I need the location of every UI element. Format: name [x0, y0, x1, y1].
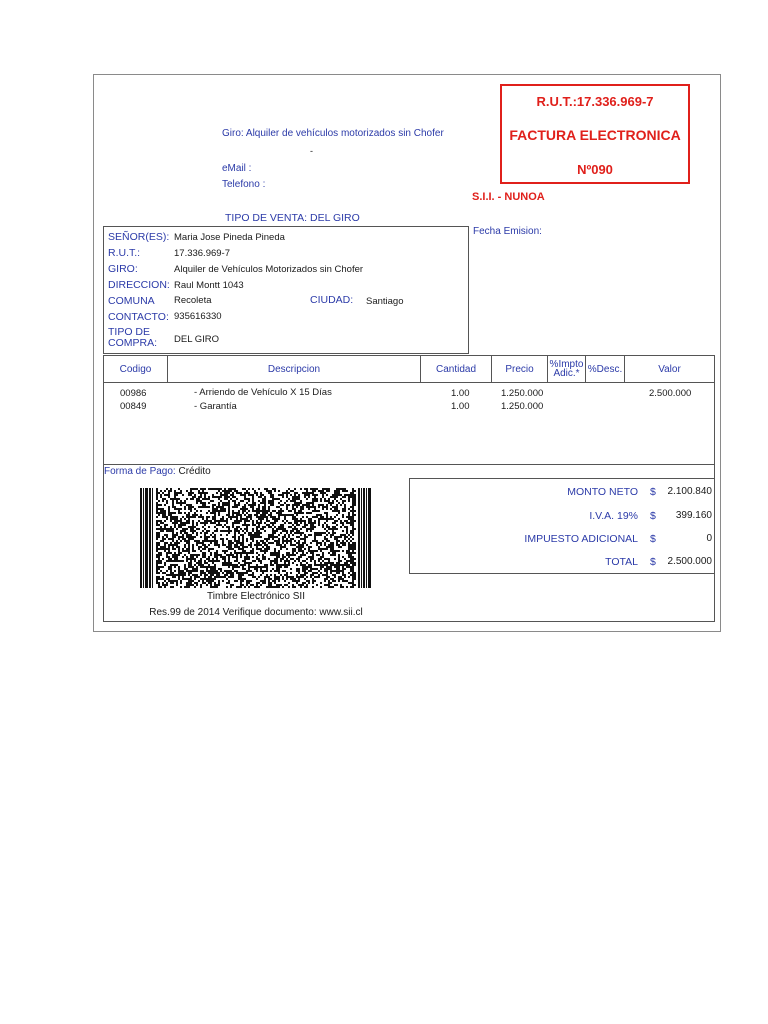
tipo-compra-label-line2: COMPRA:	[108, 337, 158, 349]
monto-neto-currency: $	[650, 486, 656, 498]
telefono-label: Telefono :	[222, 179, 266, 190]
iva-currency: $	[650, 510, 656, 522]
timbre-barcode	[140, 488, 372, 588]
header-divider	[104, 382, 714, 383]
total-value: 2.500.000	[667, 556, 712, 567]
col-descripcion: Descripcion	[168, 356, 421, 382]
document-type: FACTURA ELECTRONICA	[509, 127, 681, 143]
row2-descripcion: - Garantía	[194, 401, 237, 412]
forma-pago-value: Crédito	[178, 466, 211, 477]
items-table	[103, 355, 715, 465]
timbre-resolution: Res.99 de 2014 Verifique documento: www.sii.cl	[149, 607, 363, 618]
giro-value: Alquiler de Vehículos Motorizados sin Chofer	[174, 264, 364, 275]
forma-pago-label: Forma de Pago:	[104, 466, 176, 477]
customer-box	[103, 226, 469, 354]
rut-value: 17.336.969-7	[174, 248, 230, 259]
comuna-label: COMUNA	[108, 295, 155, 307]
impuesto-adicional-currency: $	[650, 533, 656, 545]
row1-valor: 2.500.000	[649, 388, 692, 399]
senor-value: Maria Jose Pineda Pineda	[174, 232, 285, 243]
rut-number: R.U.T.:17.336.969-7	[536, 94, 654, 109]
col-impto-line2: Adic.*	[553, 368, 580, 379]
contacto-value: 935616330	[174, 311, 222, 322]
iva-label: I.V.A. 19%	[589, 510, 638, 522]
tipo-venta: TIPO DE VENTA: DEL GIRO	[225, 212, 360, 224]
ciudad-value: Santiago	[366, 296, 404, 307]
row1-precio: 1.250.000	[501, 388, 544, 399]
tipo-compra-label-line1: TIPO DE	[108, 326, 151, 338]
email-label: eMail :	[222, 163, 252, 174]
fecha-emision-label: Fecha Emision:	[473, 226, 542, 237]
tipo-compra-label	[108, 327, 157, 349]
senor-label: SEÑOR(ES):	[108, 231, 170, 243]
giro-label: GIRO:	[108, 263, 138, 275]
invoice-number: Nº090	[577, 162, 613, 177]
row1-cantidad: 1.00	[451, 388, 470, 399]
col-cantidad: Cantidad	[421, 356, 492, 382]
header-dash: -	[310, 146, 313, 156]
row2-precio: 1.250.000	[501, 401, 544, 412]
total-currency: $	[650, 556, 656, 568]
col-precio: Precio	[492, 356, 548, 382]
row2-cantidad: 1.00	[451, 401, 470, 412]
tipo-compra-value: DEL GIRO	[174, 334, 220, 345]
rut-label: R.U.T.:	[108, 247, 141, 259]
direccion-value: Raul Montt 1043	[174, 280, 244, 291]
col-valor: Valor	[658, 363, 681, 375]
giro-header: Giro: Alquiler de vehículos motorizados sin Chofer	[222, 128, 444, 139]
impuesto-adicional-label: IMPUESTO ADICIONAL	[524, 533, 638, 545]
monto-neto-label: MONTO NETO	[567, 486, 638, 498]
col-codigo: Codigo	[104, 356, 168, 382]
comuna-value: Recoleta	[174, 295, 212, 306]
iva-value: 399.160	[675, 510, 712, 521]
col-desc: %Desc.	[586, 356, 625, 382]
direccion-label: DIRECCION:	[108, 279, 170, 291]
forma-pago	[104, 466, 211, 477]
ciudad-label: CIUDAD:	[310, 294, 354, 306]
row1-codigo: 00986	[120, 388, 147, 399]
total-label: TOTAL	[605, 556, 638, 568]
rut-box	[500, 84, 690, 184]
totals-box	[409, 478, 715, 574]
row1-descripcion: - Arriendo de Vehículo X 15 Días	[194, 387, 332, 398]
timbre-label: Timbre Electrónico SII	[207, 591, 305, 602]
col-impto	[548, 356, 586, 382]
contacto-label: CONTACTO:	[108, 311, 169, 323]
monto-neto-value: 2.100.840	[667, 486, 712, 497]
row2-codigo: 00849	[120, 401, 147, 412]
col-impto-line1: %Impto	[549, 359, 584, 370]
sii-office: S.I.I. - NUNOA	[472, 191, 545, 203]
impuesto-adicional-value: 0	[706, 533, 712, 544]
